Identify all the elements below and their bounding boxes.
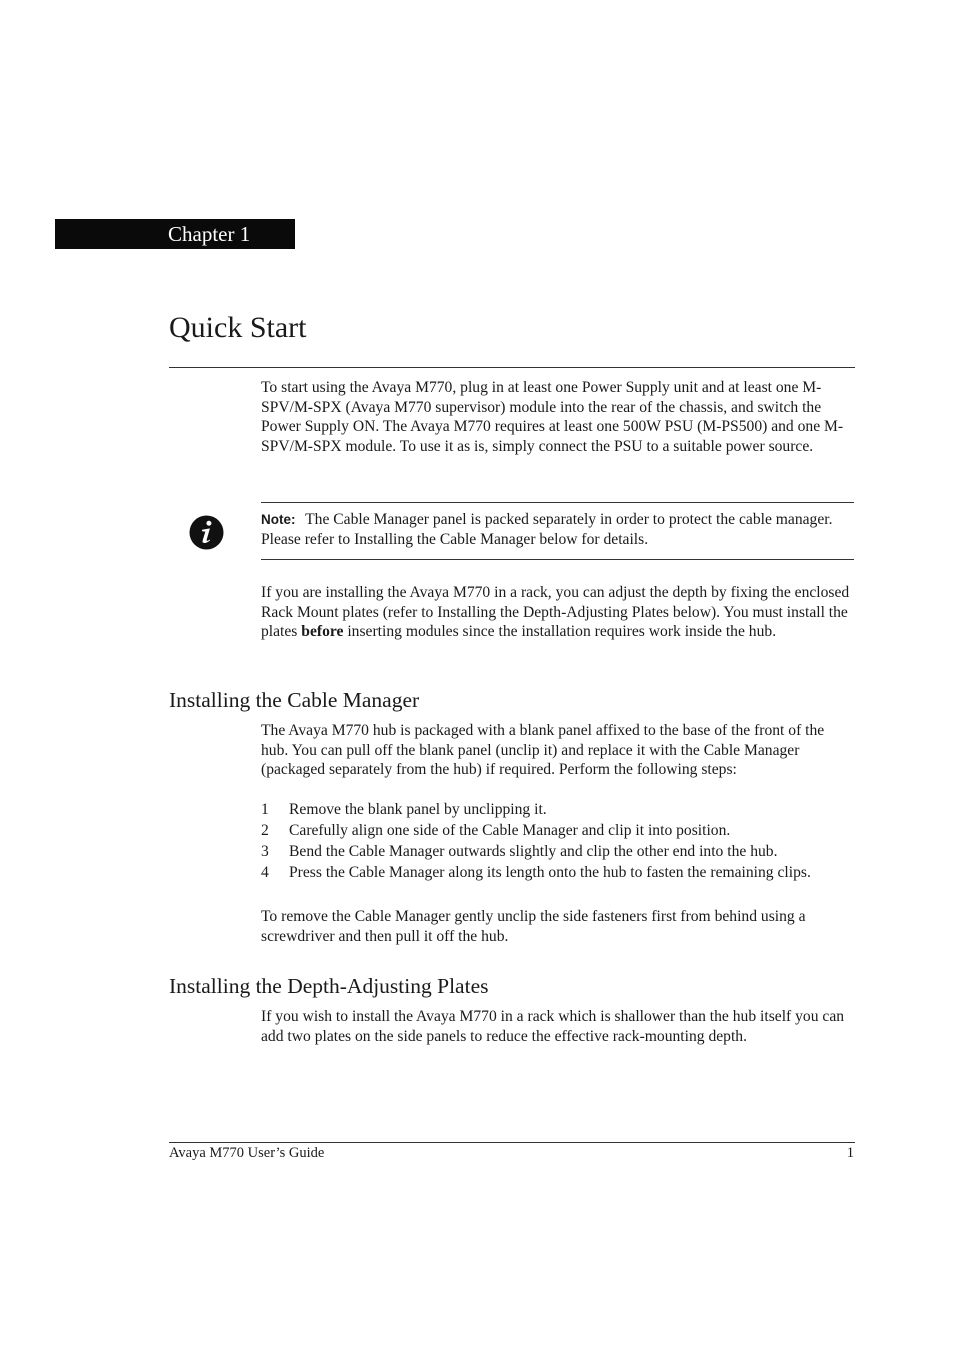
rack-text-after: inserting modules since the installation requires work inside the hub.	[347, 623, 777, 640]
step-number: 4	[261, 864, 269, 881]
depth-plates-heading: Installing the Depth-Adjusting Plates	[169, 974, 489, 998]
chapter-tab	[55, 219, 295, 249]
page-title: Quick Start	[169, 311, 307, 344]
note-body: The Cable Manager panel is packed separately in order to protect the cable manager. Please refer to Installing the Cable Manager below for details.	[261, 511, 833, 548]
step-text: Press the Cable Manager along its length onto the hub to fasten the remaining clips.	[289, 864, 811, 881]
step-text: Bend the Cable Manager outwards slightly and clip the other end into the hub.	[289, 843, 778, 860]
step-text: Carefully align one side of the Cable Manager and clip it into position.	[289, 822, 731, 839]
info-icon	[189, 515, 224, 550]
intro-paragraph: To start using the Avaya M770, plug in at least one Power Supply unit and at least one M-SPV/M-SPX (Avaya M770 supervisor) module into the rear of the chassis, and switch the Power Supply ON. The Avaya M770 requires at least one 500W PSU (M-PS500) and one M-SPV/M-SPX module. To use it as is, simply connect the PSU to a suitable power source.	[261, 379, 844, 455]
title-divider	[169, 367, 855, 368]
step-number: 1	[261, 801, 269, 818]
note-label: Note:	[261, 512, 296, 527]
list-item	[261, 821, 855, 841]
list-item	[261, 842, 855, 862]
step-number: 2	[261, 822, 269, 839]
note-box	[261, 502, 854, 560]
note-text	[261, 510, 854, 549]
cable-manager-steps	[261, 800, 855, 884]
list-item	[261, 800, 855, 820]
depth-plates-paragraph: If you wish to install the Avaya M770 in a rack which is shallower than the hub itself you can add two plates on the side panels to reduce the effective rack-mounting depth.	[261, 1008, 845, 1045]
cable-manager-intro: The Avaya M770 hub is packaged with a blank panel affixed to the base of the front of the hub. You can pull off the blank panel (unclip it) and replace it with the Cable Manager (packaged separately from the hub) if required. Perform the following steps:	[261, 722, 825, 778]
rack-text-before: If you are installing the Avaya M770 in a rack, you can adjust the depth by fixing the enclosed Rack Mount plates (refer to Installing the Depth-Adjusting Plates below). You must install the plates	[261, 584, 850, 640]
footer-guide-title: Avaya M770 User’s Guide	[169, 1145, 325, 1161]
chapter-label: Chapter 1	[168, 222, 251, 246]
rack-paragraph	[261, 583, 855, 642]
step-text: Remove the blank panel by unclipping it.	[289, 801, 547, 818]
page-number: 1	[846, 1145, 854, 1161]
footer-divider	[169, 1142, 855, 1143]
list-item	[261, 863, 855, 883]
cable-manager-heading: Installing the Cable Manager	[169, 688, 420, 712]
step-number: 3	[261, 843, 269, 860]
cable-manager-outro: To remove the Cable Manager gently unclip the side fasteners first from behind using a screwdriver and then pull it off the hub.	[261, 908, 806, 945]
rack-text-bold: before	[301, 623, 344, 640]
